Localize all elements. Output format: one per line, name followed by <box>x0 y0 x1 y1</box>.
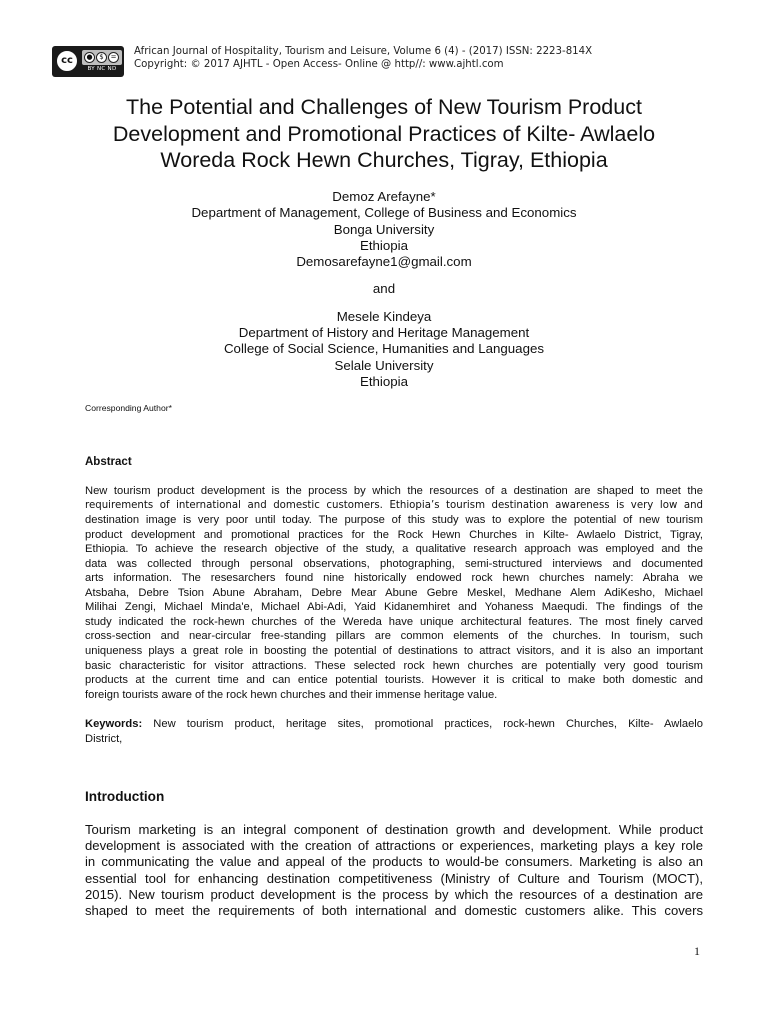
noderivatives-icon: = <box>108 52 119 63</box>
journal-copyright-line: Copyright: © 2017 AJHTL - Open Access- Online @ http//: www.ajhtl.com <box>134 59 504 70</box>
abstract-line: cross-section and near-circular free-standing pillars are common elements of the churches. In tourism, such <box>85 630 703 643</box>
introduction-line: essential tool for enhancing destination competitiveness (Ministry of Culture and Tourism (MOCT), <box>85 870 703 886</box>
introduction-heading: Introduction <box>85 789 165 804</box>
keywords-line: District, <box>85 732 123 745</box>
abstract-line: study indicated the rock-hewn churches of the Wereda have unique architectural features. The most finely carved <box>85 615 703 628</box>
abstract-heading: Abstract <box>85 456 132 468</box>
title-line: The Potential and Challenges of New Tourism Product <box>126 95 642 119</box>
author-university: Selale University <box>334 357 434 373</box>
introduction-line: in communicating the value and appeal of the products to would-be consumers. Marketing is also an <box>85 854 703 870</box>
author-block <box>60 189 708 390</box>
keywords-line <box>85 717 703 732</box>
abstract-line: products at the current time and can entice potential tourists. However it is critical to make both domestic and <box>85 674 703 687</box>
introduction-body <box>85 822 703 919</box>
license-badge-text: BY NC ND <box>87 66 117 72</box>
creative-commons-license-badge[interactable] <box>52 46 124 77</box>
journal-citation-line: African Journal of Hospitality, Tourism and Leisure, Volume 6 (4) - (2017) ISSN: 2223-814X <box>134 46 593 57</box>
abstract-line: data was collected through personal observations, photographing, semi-structured interviews and documented <box>85 557 703 570</box>
author-email[interactable]: Demosarefayne1@gmail.com <box>296 254 472 270</box>
author-name: Demoz Arefayne* <box>332 189 436 204</box>
corresponding-author-note: Corresponding Author* <box>85 403 172 413</box>
license-icons-strip <box>82 50 122 65</box>
paper-title <box>60 94 708 174</box>
abstract-line: foreign tourists aware of the rock hewn churches and their immense heritage value. <box>85 688 498 701</box>
abstract-line: destination image is very poor until today. The purpose of this study was to explore the potential of new tourism <box>85 514 703 527</box>
abstract-line: New tourism product development is the process by which the resources of a destination are shaped to meet the <box>85 485 703 497</box>
title-line: Woreda Rock Hewn Churches, Tigray, Ethiopia <box>160 148 608 172</box>
title-line: Development and Promotional Practices of Kilte- Awlaelo <box>112 121 656 146</box>
cc-logo-icon: cc <box>55 49 79 73</box>
keywords-text: New tourism product, heritage sites, promotional practices, rock-hewn Churches, Kilte- Awlaelo <box>153 718 704 730</box>
abstract-body <box>85 484 703 702</box>
abstract-line: arts information. The resesarchers found nine historically endowed rock hewn churches namely: Abraha we <box>85 572 703 585</box>
introduction-line: 2015). New tourism product development is the process by which the resources of a destination are <box>85 886 703 902</box>
introduction-line: Tourism marketing is an integral component of destination growth and development. While product <box>85 822 703 837</box>
abstract-line: product development and promotional practices for the Rock Hewn Churches in Kilte- Awlaelo District, Tigray, <box>85 528 703 541</box>
introduction-line: development is associated with the creation of attractions or experiences, marketing plays a key role <box>85 838 703 854</box>
author-conjunction: and <box>372 281 396 297</box>
abstract-line: Milihai Zengi, Michael Minda'e, Michael Abi-Adi, Yaid Kidanemhiret and Yohaness Maequdi. The findings of the <box>85 601 703 614</box>
page-number: 1 <box>694 944 700 958</box>
noncommercial-icon: $ <box>96 52 107 63</box>
keywords-block <box>85 717 703 746</box>
author-department: Department of Management, College of Business and Economics <box>191 205 577 221</box>
attribution-icon: ● <box>84 52 95 63</box>
abstract-line: requirements of international and domestic customers. Ethiopia’s tourism destination awareness is very low and <box>85 499 703 511</box>
abstract-line: basic characteristic for visitor attractions. These selected rock hewn churches are potentially very good tourism <box>85 659 703 672</box>
author-department: Department of History and Heritage Management <box>238 325 530 341</box>
author-university: Bonga University <box>333 221 435 237</box>
keywords-label: Keywords: <box>85 718 143 730</box>
abstract-line: uniqueness plays a great role in boosting the potential of destinations to attract visitors, and it is also an important <box>85 645 703 658</box>
abstract-line: Atsbaha, Debre Tsion Abune Abraham, Debre Mear Abune Gebre Meskel, Medhane Alem AdiKesho, Michael <box>85 586 703 599</box>
author-college: College of Social Science, Humanities and Languages <box>223 341 545 357</box>
introduction-line: shaped to meet the requirements of both international and domestic customers alike. This covers <box>85 903 703 919</box>
journal-header <box>134 45 734 71</box>
abstract-line: Ethiopia. To achieve the research objective of the study, a qualitative research approach was employed and the <box>85 543 703 556</box>
author-country: Ethiopia <box>359 237 409 253</box>
author-country: Ethiopia <box>359 373 409 389</box>
author-name: Mesele Kindeya <box>336 308 432 324</box>
